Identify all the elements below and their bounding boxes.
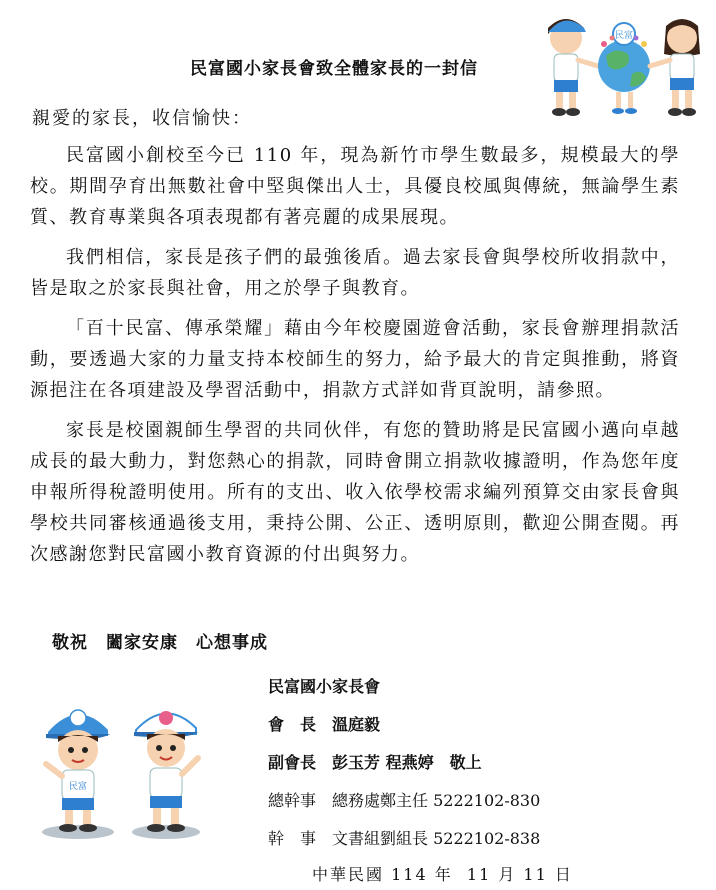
- signature-vice: 副會長 彭玉芳 程燕婷 敬上: [268, 753, 482, 772]
- kids-mascot-illustration: [38, 692, 208, 842]
- paragraph-4: 家長是校園親師生學習的共同伙伴，有您的贊助將是民富國小邁向卓越成長的最大動力，對您熱心的捐款，同時會開立捐款收據證明，作為您年度申報所得稅證明使用。所有的支出、收入依學校需求編列預算交由家長會與學校共同審核通過後支用，秉持公開、公正、透明原則，歡迎公開查閱。再次感謝您對民富國小教育資源的付出與努力。: [30, 420, 680, 565]
- girl-figure: [650, 19, 700, 116]
- closing-salutation: 敬祝 闔家安康 心想事成: [52, 633, 268, 653]
- paragraph-1: 民富國小創校至今已 110 年，現為新竹市學生數最多，規模最大的學校。期間孕育出無數社會中堅與傑出人士，具優良校風與傳統，無論學生素質、教育專業與各項表現都有著亮麗的成果展現。: [30, 145, 680, 228]
- shirt-text: 民富: [68, 782, 88, 792]
- badge-text: 民富: [614, 31, 634, 41]
- paragraph-3: 「百十民富、傳承榮耀」藉由今年校慶園遊會活動，家長會辦理捐款活動，要透過大家的力量支持本校師生的努力，給予最大的肯定與推動，將資源挹注在各項建設及學習活動中，捐款方式詳如背頁說明，請參照。: [30, 318, 680, 401]
- signature-officer: 幹 事 文書組劉組長 5222102-838: [268, 829, 541, 848]
- letter-title: 民富國小家長會致全體家長的一封信: [190, 59, 478, 79]
- boy-mascot: [42, 710, 114, 839]
- signature-chair: 會 長 溫庭毅: [268, 715, 381, 734]
- kids-holding-earth-illustration: [536, 8, 712, 120]
- girl-mascot: [132, 711, 200, 839]
- letter-body: [30, 140, 680, 579]
- greeting: 親愛的家長，收信愉快：: [32, 108, 252, 129]
- signature-org: 民富國小家長會: [268, 677, 381, 696]
- paragraph-2: 我們相信，家長是孩子們的最強後盾。過去家長會與學校所收捐款中，皆是取之於家長與社會，用之於學子與教育。: [30, 247, 680, 299]
- boy-figure: [548, 19, 598, 116]
- earth-globe: [598, 23, 650, 114]
- signature-secretary: 總幹事 總務處鄭主任 5222102-830: [268, 791, 541, 810]
- letter-date: 中華民國 114 年 11 月 11 日: [312, 865, 573, 884]
